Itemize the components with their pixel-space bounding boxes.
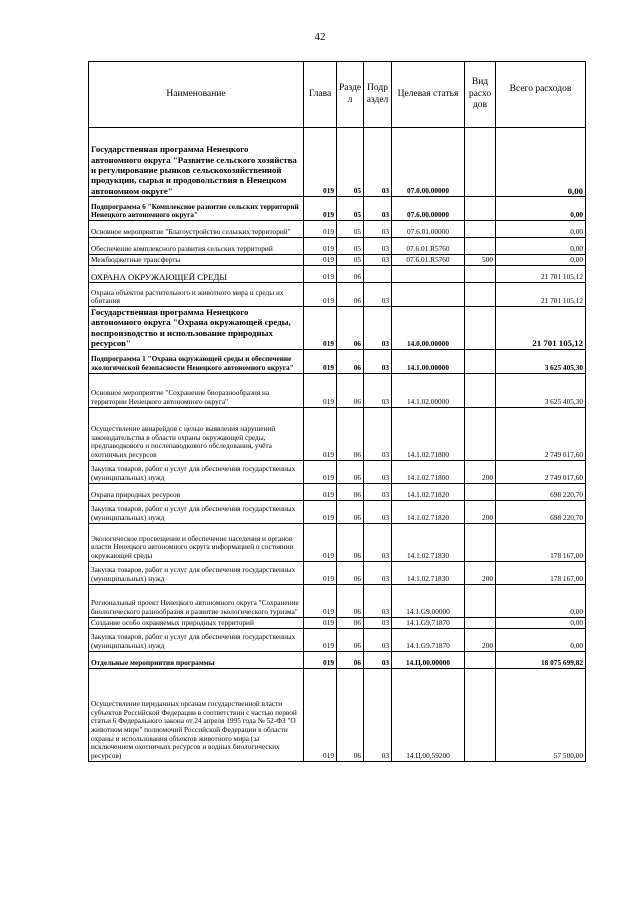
row-name: Подпрограмма 6 "Комплексное развитие сельских территорий Ненецкого автономного округа": [89, 197, 304, 221]
row-exp-type: [465, 373, 496, 407]
row-target: 07.6.01.R5760: [392, 238, 465, 255]
table-row: [89, 500, 586, 523]
row-section: 06: [337, 651, 364, 668]
row-section: 06: [337, 349, 364, 373]
row-target: 14.0.00.00000: [392, 307, 465, 350]
row-section: 06: [337, 523, 364, 561]
row-total: 0,00: [496, 197, 586, 221]
header-row: [89, 62, 586, 128]
table-row: [89, 407, 586, 460]
row-chapter: 019: [304, 628, 337, 651]
row-target: 14.Ц.00.59200: [392, 668, 465, 761]
row-chapter: 019: [304, 349, 337, 373]
row-name: Государственная программа Ненецкого автономного округа "Развитие сельского хозяйства и регулирование рынков сельскохозяйственной продукции, сырья и продовольствия в Ненецком автономном округе": [89, 128, 304, 197]
row-name: Отдельные мероприятия программы: [89, 651, 304, 668]
table-row: [89, 255, 586, 266]
header-name: Наименование: [89, 62, 304, 128]
row-section: 05: [337, 128, 364, 197]
row-target: [392, 266, 465, 283]
budget-table: [88, 61, 586, 762]
row-chapter: 019: [304, 500, 337, 523]
row-exp-type: [465, 668, 496, 761]
row-subsection: 03: [364, 584, 392, 617]
row-name: Осуществление переданных органам государственной власти субъектов Российской Федерации в соответствии с частью первой статьи 6 Федерального закона от 24 апреля 1995 года № 52-ФЗ "О животном мире" полномочий Российской Федерации в области охраны и использования объектов животного мира (за исключением охотничьих ресурсов и водных биологических ресурсов): [89, 668, 304, 761]
row-target: 14.Ц.00.00000: [392, 651, 465, 668]
row-total: 178 167,00: [496, 561, 586, 584]
row-section: 06: [337, 407, 364, 460]
row-exp-type: [465, 407, 496, 460]
row-exp-type: [465, 238, 496, 255]
row-target: 14.1.02.71800: [392, 407, 465, 460]
row-subsection: 03: [364, 197, 392, 221]
row-name: ОХРАНА ОКРУЖАЮЩЕЙ СРЕДЫ: [89, 266, 304, 283]
row-total: 57 500,00: [496, 668, 586, 761]
row-name: Обеспечение комплексного развития сельских территорий: [89, 238, 304, 255]
row-target: 14.1.02.00000: [392, 373, 465, 407]
row-section: 06: [337, 373, 364, 407]
row-total: 178 167,00: [496, 523, 586, 561]
table-row: [89, 460, 586, 483]
row-total: 2 749 017,60: [496, 407, 586, 460]
row-chapter: 019: [304, 561, 337, 584]
row-exp-type: 200: [465, 628, 496, 651]
row-section: 05: [337, 238, 364, 255]
table-row: [89, 617, 586, 628]
row-section: 06: [337, 617, 364, 628]
row-total: 18 075 699,82: [496, 651, 586, 668]
row-exp-type: [465, 221, 496, 238]
row-section: 06: [337, 460, 364, 483]
row-name: Закупка товаров, работ и услуг для обеспечения государственных (муниципальных) нужд: [89, 561, 304, 584]
row-name: Экологическое просвещение и обеспечение населения и органов власти Ненецкого автономного округа информацией о состоянии окружающей среды: [89, 523, 304, 561]
header-section: Разде л: [337, 62, 364, 128]
row-name: Закупка товаров, работ и услуг для обеспечения государственных (муниципальных) нужд: [89, 628, 304, 651]
row-section: 05: [337, 221, 364, 238]
row-subsection: 03: [364, 460, 392, 483]
row-subsection: 03: [364, 628, 392, 651]
row-exp-type: [465, 617, 496, 628]
row-target: 14.1.02.71800: [392, 460, 465, 483]
row-name: Осуществление авиарейдов с целью выявления нарушений законодательства в области охраны окружающей среды, предпаводкового и послепаводкового обследования, учёта охотничьих ресурсов: [89, 407, 304, 460]
row-chapter: 019: [304, 221, 337, 238]
row-name: Основное мероприятие "Сохранение биоразнообразия на территории Ненецкого автономного округа": [89, 373, 304, 407]
row-total: 21 701 105,12: [496, 283, 586, 307]
table-row: [89, 523, 586, 561]
row-target: 07.6.01.R5760: [392, 255, 465, 266]
row-section: 06: [337, 584, 364, 617]
row-total: 698 220,70: [496, 500, 586, 523]
row-chapter: 019: [304, 584, 337, 617]
table-row: [89, 373, 586, 407]
header-exp-type: Вид расхо дов: [465, 62, 496, 128]
table-row: [89, 349, 586, 373]
row-target: [392, 283, 465, 307]
row-name: Подпрограмма 1 "Охрана окружающей среды и обеспечение экологической безопасности Ненецкого автономного округа": [89, 349, 304, 373]
row-section: 06: [337, 561, 364, 584]
header-subsection: Подр аздел: [364, 62, 392, 128]
row-exp-type: 200: [465, 500, 496, 523]
row-target: 14.1.G9.71870: [392, 628, 465, 651]
row-total: 0,00: [496, 584, 586, 617]
row-exp-type: [465, 349, 496, 373]
table-row: [89, 561, 586, 584]
row-total: 0,00: [496, 128, 586, 197]
row-total: 3 625 405,30: [496, 373, 586, 407]
row-exp-type: 200: [465, 561, 496, 584]
table-row: [89, 307, 586, 350]
row-chapter: 019: [304, 483, 337, 500]
row-name: Создание особо охраняемых природных территорий: [89, 617, 304, 628]
row-exp-type: [465, 523, 496, 561]
row-section: 06: [337, 668, 364, 761]
row-subsection: 03: [364, 283, 392, 307]
row-target: 14.1.G9.00000: [392, 584, 465, 617]
header-total: Всего расходов: [496, 62, 586, 128]
row-target: 14.1.G9.71870: [392, 617, 465, 628]
table-row: [89, 128, 586, 197]
row-subsection: 03: [364, 500, 392, 523]
row-section: 05: [337, 255, 364, 266]
row-subsection: 03: [364, 617, 392, 628]
table-row: [89, 238, 586, 255]
row-total: 698 220,70: [496, 483, 586, 500]
row-chapter: 019: [304, 197, 337, 221]
table-row: [89, 668, 586, 761]
row-exp-type: [465, 266, 496, 283]
row-target: 14.1.00.00000: [392, 349, 465, 373]
table-row: [89, 197, 586, 221]
row-total: 0,00: [496, 238, 586, 255]
row-section: 06: [337, 266, 364, 283]
row-chapter: 019: [304, 283, 337, 307]
row-section: 06: [337, 628, 364, 651]
row-chapter: 019: [304, 668, 337, 761]
table-row: [89, 221, 586, 238]
row-chapter: 019: [304, 460, 337, 483]
row-subsection: 03: [364, 255, 392, 266]
row-subsection: 03: [364, 668, 392, 761]
row-total: 21 701 105,12: [496, 266, 586, 283]
row-target: 07.0.00.00000: [392, 128, 465, 197]
row-subsection: 03: [364, 523, 392, 561]
row-subsection: 03: [364, 221, 392, 238]
row-total: 0,00: [496, 255, 586, 266]
row-exp-type: 200: [465, 460, 496, 483]
table-row: [89, 584, 586, 617]
row-chapter: 019: [304, 523, 337, 561]
header-chapter: Глава: [304, 62, 337, 128]
row-subsection: 03: [364, 373, 392, 407]
row-target: 14.1.02.71820: [392, 500, 465, 523]
row-section: 05: [337, 197, 364, 221]
row-name: Закупка товаров, работ и услуг для обеспечения государственных (муниципальных) нужд: [89, 500, 304, 523]
row-chapter: 019: [304, 651, 337, 668]
row-chapter: 019: [304, 407, 337, 460]
page-number: 42: [314, 31, 326, 43]
row-name: Основное мероприятие "Благоустройство сельских территорий": [89, 221, 304, 238]
row-section: 06: [337, 283, 364, 307]
row-exp-type: [465, 128, 496, 197]
row-total: 2 749 017,60: [496, 460, 586, 483]
row-chapter: 019: [304, 238, 337, 255]
row-exp-type: [465, 307, 496, 350]
row-exp-type: [465, 197, 496, 221]
row-exp-type: [465, 651, 496, 668]
row-name: Межбюджетные трансферты: [89, 255, 304, 266]
row-chapter: 019: [304, 255, 337, 266]
row-target: 14.1.02.71820: [392, 483, 465, 500]
row-target: 07.6.00.00000: [392, 197, 465, 221]
row-subsection: 03: [364, 561, 392, 584]
row-exp-type: [465, 283, 496, 307]
row-exp-type: [465, 584, 496, 617]
table-row: [89, 266, 586, 283]
row-subsection: 03: [364, 307, 392, 350]
row-chapter: 019: [304, 617, 337, 628]
row-subsection: 03: [364, 407, 392, 460]
table-body: [89, 128, 586, 762]
row-target: 14.1.02.71830: [392, 523, 465, 561]
header-target: Целевая статья: [392, 62, 465, 128]
row-chapter: 019: [304, 266, 337, 283]
row-name: Региональный проект Ненецкого автономного округа "Сохранение биологического разнообразия и развитие экологического туризма": [89, 584, 304, 617]
row-section: 06: [337, 500, 364, 523]
row-total: 0,00: [496, 628, 586, 651]
table-row: [89, 283, 586, 307]
row-subsection: 03: [364, 238, 392, 255]
row-subsection: 03: [364, 651, 392, 668]
table-row: [89, 628, 586, 651]
row-section: 06: [337, 483, 364, 500]
row-target: 07.6.01.00000: [392, 221, 465, 238]
row-chapter: 019: [304, 373, 337, 407]
row-exp-type: 500: [465, 255, 496, 266]
row-total: 21 701 105,12: [496, 307, 586, 350]
row-name: Закупка товаров, работ и услуг для обеспечения государственных (муниципальных) нужд: [89, 460, 304, 483]
row-chapter: 019: [304, 128, 337, 197]
row-subsection: 03: [364, 128, 392, 197]
table-row: [89, 651, 586, 668]
row-name: Охрана природных ресурсов: [89, 483, 304, 500]
row-target: 14.1.02.71830: [392, 561, 465, 584]
row-subsection: 03: [364, 483, 392, 500]
row-total: 0,00: [496, 221, 586, 238]
row-section: 06: [337, 307, 364, 350]
row-chapter: 019: [304, 307, 337, 350]
row-name: Государственная программа Ненецкого автономного округа "Охрана окружающей среды, воспроизводство и использование природных ресурсов": [89, 307, 304, 350]
row-name: Охрана объектов растительного и животного мира и среды их обитания: [89, 283, 304, 307]
row-total: 3 625 405,30: [496, 349, 586, 373]
row-subsection: [364, 266, 392, 283]
row-exp-type: [465, 483, 496, 500]
row-total: 0,00: [496, 617, 586, 628]
row-subsection: 03: [364, 349, 392, 373]
table-row: [89, 483, 586, 500]
